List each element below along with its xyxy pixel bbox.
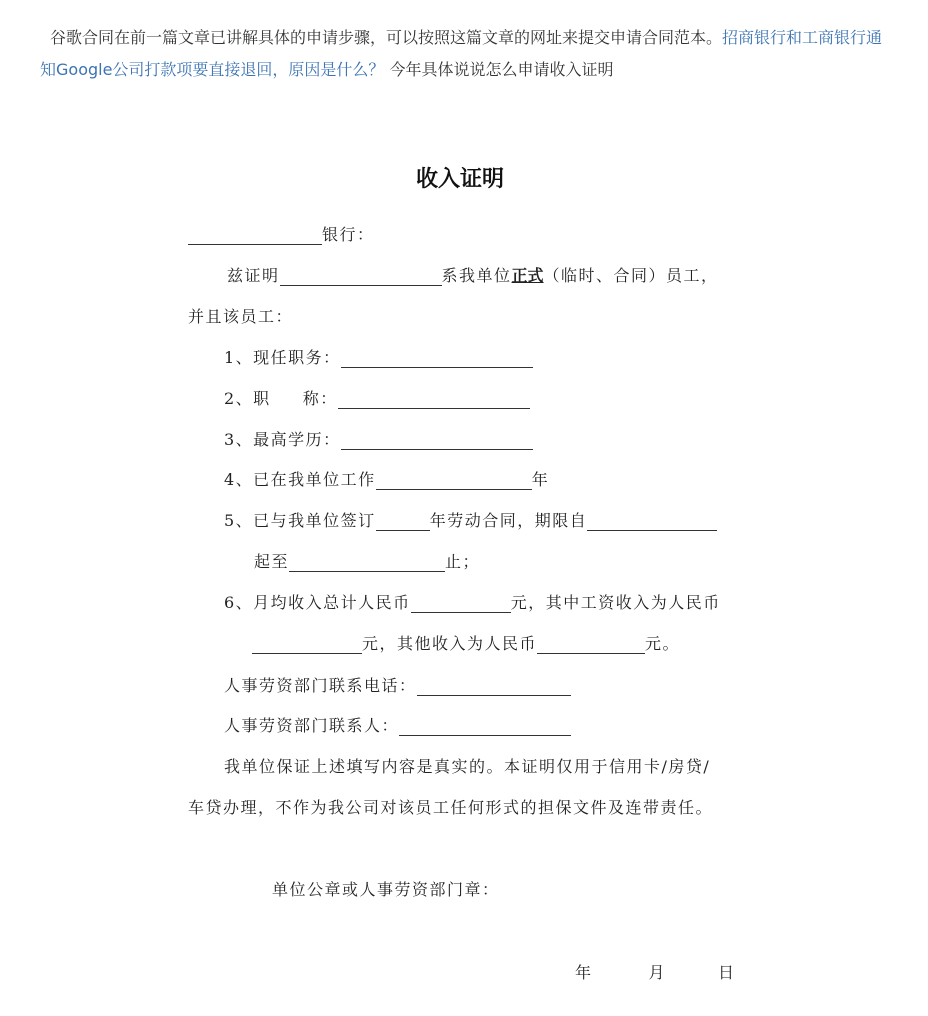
contract-end-label: 止； — [445, 552, 481, 571]
education-blank — [341, 433, 533, 450]
title-label-b: 称： — [302, 389, 338, 408]
years-label: 4、已在我单位工作 — [224, 470, 376, 489]
date-month: 月 — [648, 963, 667, 982]
hr-contact-line — [224, 713, 571, 736]
item-income-detail — [252, 631, 680, 654]
certify-line — [227, 263, 719, 286]
years-blank — [376, 473, 532, 490]
date-year: 年 — [575, 963, 593, 982]
intro-text: 谷歌合同在前一篇文章已讲解具体的申请步骤，可以按照这篇文章的网址来提交申请合同范本。 — [50, 28, 723, 47]
certify-prefix: 兹证明 — [227, 266, 280, 285]
intro-trailing-text: 今年具体说说怎么申请收入证明 — [389, 60, 614, 79]
hr-phone-label: 人事劳资部门联系电话： — [224, 676, 417, 695]
guarantee-line-2: 车贷办理，不作为我公司对该员工任何形式的担保文件及连带责任。 — [188, 798, 714, 817]
item-contract — [224, 508, 717, 531]
title-blank — [338, 392, 530, 409]
other-income-suffix: 元。 — [645, 634, 681, 653]
position-blank — [341, 351, 533, 368]
related-article-link[interactable]: 招商银行和工商银行通知Google公司打款项要直接退回，原因是什么？ — [40, 28, 883, 79]
contract-label: 5、已与我单位签订 — [224, 511, 376, 530]
contract-start-blank — [587, 514, 717, 531]
salary-income-blank — [252, 637, 362, 654]
hr-phone-blank — [417, 679, 571, 696]
contract-mid: 年劳动合同，期限自 — [429, 511, 588, 530]
certify-mid: 系我单位 — [441, 266, 512, 285]
formal-label: 正式 — [511, 266, 544, 285]
education-label: 3、最高学历： — [224, 430, 341, 449]
employee-name-blank — [280, 269, 442, 286]
item-title — [224, 386, 530, 409]
item-position — [224, 345, 533, 368]
title-label-a: 2、职 — [224, 389, 271, 408]
guarantee-line-1: 我单位保证上述填写内容是真实的。本证明仅用于信用卡/房贷/ — [224, 757, 711, 776]
seal-label: 单位公章或人事劳资部门章： — [272, 880, 500, 899]
hr-contact-blank — [399, 719, 571, 736]
item-income — [224, 590, 721, 613]
and-employee-line: 并且该员工： — [188, 307, 294, 326]
bank-line — [188, 222, 375, 245]
position-label: 1、现任职务： — [224, 348, 341, 367]
bank-label: 银行： — [322, 225, 375, 244]
income-mid: 元，其中工资收入为人民币 — [510, 593, 721, 612]
income-total-blank — [411, 596, 511, 613]
hr-phone-line — [224, 673, 571, 696]
certify-suffix: （临时、合同）员工， — [543, 266, 719, 285]
document-title: 收入证明 — [415, 167, 504, 192]
item-years — [224, 467, 549, 490]
date-line — [575, 960, 736, 983]
other-income-label: 元，其他收入为人民币 — [362, 634, 538, 653]
years-suffix: 年 — [531, 470, 550, 489]
other-income-blank — [537, 637, 645, 654]
contract-end-blank — [289, 555, 445, 572]
bank-name-blank — [188, 228, 322, 245]
hr-contact-label: 人事劳资部门联系人： — [224, 716, 400, 735]
contract-years-blank — [376, 514, 430, 531]
date-day: 日 — [718, 963, 736, 982]
item-contract-end — [254, 549, 480, 572]
income-label: 6、月均收入总计人民币 — [224, 593, 411, 612]
contract-from-label: 起至 — [254, 552, 290, 571]
item-education — [224, 427, 533, 450]
